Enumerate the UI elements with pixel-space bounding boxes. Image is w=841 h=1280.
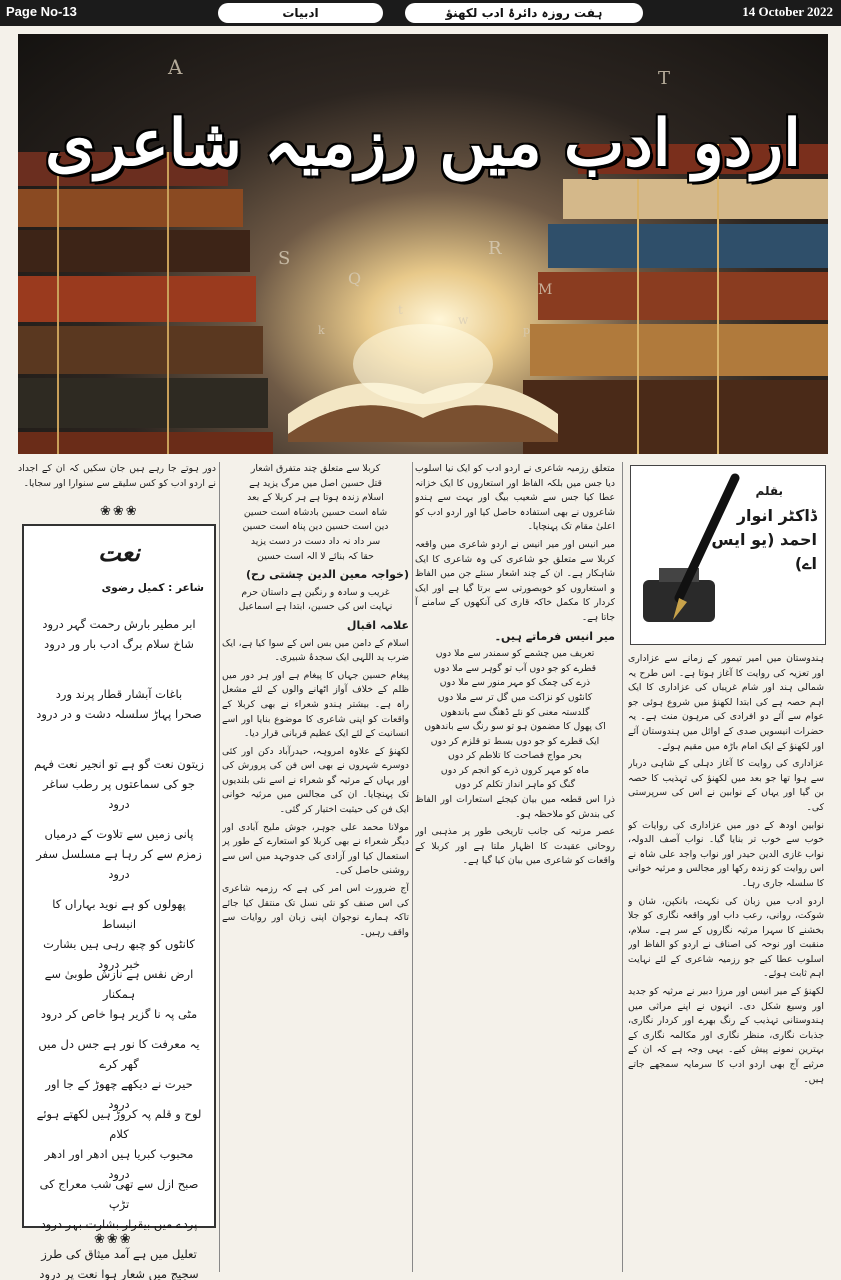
author-name: ڈاکٹر انوار احمد (یو ایس اے) (711, 506, 817, 573)
svg-text:S: S (278, 248, 291, 269)
verse-line: جو کی سماعتوں پر رطب ساغر درود (43, 777, 195, 811)
verse: گلدستہ معنی کو نئے ڈھنگ سے باندھوں (440, 706, 590, 718)
open-book (288, 324, 558, 442)
verse: اک پھول کا مضمون ہو تو سو رنگ سے باندھوں (424, 721, 606, 733)
verse: نہایت اس کی حسین، ابتدا ہے اسماعیل (238, 601, 393, 613)
verse: کربلا سے متعلق چند متفرق اشعار (250, 463, 381, 474)
paragraph: پیغام حسین جہاں کا پیغام ہے اور ہر دور میں ظلم کے خلاف آواز اٹھانے والوں کے لئے مشعل راہ ہے۔ بیشتر ہندو شعراء نے بھی کربلا کے واقعات کو اپنی شاعری کا موضوع بنایا اور اسے انسانیت کے لئے ایک عظیم قربانی قرار دیا۔ (222, 669, 409, 740)
newspaper-name: ہفت روزہ دائرۂ ادب لکھنؤ (405, 3, 643, 23)
paragraph: ذرا اس قطعہ میں بیان کیجئے استعارات اور الفاظ کی بندش کو ملاحظہ ہو۔ (415, 794, 615, 820)
verse-line: تعلیل میں ہے آمد میثاق کی طرز (41, 1247, 197, 1261)
svg-text:R: R (488, 238, 502, 259)
verse-line: ارض نفس ہے نازش طوبیٰ سے ہمکنار (44, 967, 194, 1001)
naat-poet: شاعر : کمیل رضوی (101, 582, 204, 594)
verse-line: زیتون نعت گو ہے تو انجیر نعت فہم (34, 757, 204, 771)
paragraph: مولانا محمد علی جوہر، جوش ملیح آبادی اور دیگر شعراء نے بھی کربلا کو استعارے کے طور پر استعمال کیا اور آزادی کی جدوجہد میں اس سے روشنی حاصل کی۔ (222, 821, 409, 877)
svg-text:t: t (398, 303, 403, 317)
verse-line: کانٹوں کو چبھ رہی ہیں بشارت خبر درود (43, 937, 195, 971)
couplet (34, 824, 204, 894)
issue-date: 14 October 2022 (742, 4, 833, 19)
subheading: میر انیس فرماتے ہیں۔ (494, 629, 615, 643)
books-illustration (18, 34, 828, 454)
verse-line: پردے میں بیقرار بشارت بہر درود (40, 1217, 198, 1231)
section-label: ادبیات (218, 3, 383, 23)
svg-text:p: p (523, 324, 531, 337)
verse: تعریف میں چشمے کو سمندر سے ملا دوں (435, 648, 595, 660)
couplet (34, 894, 204, 971)
verse-line: صحرا پہاڑ سلسلہ دشت و در درود (36, 707, 202, 721)
couplet (34, 1104, 204, 1181)
verse: کانٹوں کو نزاکت میں گل تر سے ملا دوں (437, 691, 593, 703)
verse: ایک قطرے کو جو دوں بسط تو قلزم کر دوں (430, 735, 600, 747)
verse: گنگ کو ماہر انداز تکلم کر دوں (454, 779, 576, 791)
couplet (34, 964, 204, 1034)
verse: حقا کہ بنائے لا الہ است حسین (257, 550, 374, 562)
verse-line: یہ معرفت کا نور ہے جس دل میں گھر کرے (38, 1037, 200, 1071)
svg-text:A: A (168, 55, 183, 79)
left-book-stack (18, 152, 273, 454)
column-3 (222, 462, 409, 1272)
verse: سر داد نہ داد دست در دست یزید (250, 535, 381, 547)
svg-text:Q: Q (348, 269, 362, 288)
verse: دین است حسین دین پناہ است حسین (242, 521, 389, 533)
paragraph: اردو ادب میں زبان کی نکہت، بانکپن، شان و شوکت، روانی، رعب داب اور واقعہ نگاری کو جلا بخشنے کا سہرا مرثیہ نگاروں کے سر ہے۔ سلام، منقبت اور نوحہ کی اصناف نے اردو کو الفاظ اور اسلوب عطا کیے جو رزمیہ شاعری کے لئے نہایت اہم ثابت ہوئے۔ (628, 895, 824, 980)
column-2 (415, 462, 615, 1272)
verse: ماہ کو مہر کروں ذرے کو انجم کر دوں (440, 764, 590, 776)
column-1 (628, 652, 824, 1272)
naat-couplets (34, 614, 204, 1280)
column-divider (412, 462, 413, 1272)
verse-line: لوح و قلم پہ کروڑ ہیں لکھتے ہوئے کلام (36, 1107, 202, 1141)
svg-text:k: k (318, 324, 325, 337)
paragraph: لکھنؤ کے علاوہ امروہہ، حیدرآباد دکن اور کئی دوسرے شہروں نے بھی اس فن کی پرورش کی اور یہاں کے مرثیہ گو شعراء نے اسے نئی بلندیوں تک پہنچایا۔ ان کی مجالس میں مرثیہ خوانی ایک فن کی حیثیت اختیار کر گئی۔ (222, 745, 409, 816)
verse: قتل حسین اصل میں مرگ یزید ہے (249, 477, 382, 489)
paragraph: ہندوستان میں امیر تیمور کے زمانے سے عزاداری اور تعزیہ کی روایت کا آغاز ہوتا ہے۔ اس طرح یہ شمالی ہند اور شام غریباں کی عزاداری کا ایک اہم حصہ ہے کی ابتدا لکھنؤ میں شروع ہوئی جو عوام سے آئے دو افرادی کی مرہون منت ہے۔ یہ حضرات انیسویں صدی کے اوائل میں ہندوستان آئے اور لکھنؤ کے ایک امام باڑہ میں مقیم ہوئے۔ (628, 653, 824, 752)
svg-text:w: w (458, 313, 469, 327)
couplet (34, 1244, 204, 1280)
paragraph: متعلق رزمیہ شاعری نے اردو ادب کو ایک نیا اسلوب دیا جس میں بلکہ الفاظ اور استعاروں کا ایک خزانہ عطا کیا جس سے شعیب بیگ اور بہت سے ہندو شاعروں نے بھی استفادہ حاصل کیا اور اردو ادب کو اعلیٰ مقام تک پہنچایا۔ (415, 463, 615, 533)
ornament: ❀❀❀ (94, 1232, 133, 1247)
verse-line: حیرت نے دیکھے چھوڑ کے جا اور درود (45, 1077, 193, 1111)
verse-line: سجیج میں شعار ہوا نعت پر درود (39, 1267, 199, 1280)
paragraph: اسلام کے دامن میں بس اس کے سوا کیا ہے، ایک ضرب ید اللہی ایک سجدۂ شبیری۔ (222, 637, 409, 664)
page-header (0, 0, 841, 26)
verse: قطرے کو جو دوں آب تو گوہر سے ملا دوں (433, 662, 597, 674)
naat-title: نعت (98, 538, 140, 567)
svg-text:M: M (538, 282, 553, 298)
page-number: Page No-13 (6, 4, 77, 19)
verse-line: پھولوں کو ہے نوید بہاراں کا انبساط (52, 897, 186, 931)
author-box (630, 465, 826, 645)
verse: بحر مواج فصاحت کا تلاطم کر دوں (447, 750, 583, 762)
verse-line: زمزم سے کر رہا ہے مسلسل سفر درود (36, 847, 202, 881)
paragraph: میر انیس اور میر انیس نے اردو شاعری میں واقعہ کربلا سے متعلق جو شاعری کی وہ شاعری کا ایک شاہکار ہے۔ ان کے چند اشعار سنئے جن میں الفاظ و استعاروں کو خوبصورتی سے برتا گیا ہے اور ایک کردار کا مکمل خاکہ قاری کی آنکھوں کے سامنے آ جاتا ہے۔ (415, 538, 615, 623)
paragraph: لکھنؤ کے میر انیس اور مرزا دبیر نے مرثیہ کو جدید اور وسیع شکل دی۔ انہوں نے اپنے مراثی میں ہندوستانی تہذیب کے رنگ بھرے اور کردار نگاری، جذبات نگاری، منظر نگاری اور مکالمہ نگاری کے بہترین نمونے پیش کیے۔ یہی وجہ ہے کہ ان کے مرثیے آج بھی اردو ادب کا سرمایہ سمجھے جاتے ہیں۔ (628, 986, 824, 1085)
couplet (34, 1034, 204, 1111)
column-divider (219, 462, 220, 1272)
verse: ذرے کی چمک کو مہر منور سے ملا دوں (439, 677, 591, 689)
paragraph: دور ہوتے جا رہے ہیں جان سکیں کہ ان کے اجداد نے اردو ادب کو کس سلیقے سے سنوارا اور سجایا۔ (18, 463, 216, 489)
paragraph: عصر مرتبہ کی جانب تاریخی طور پر مذہبی اور روحانی عقیدت کا اظہار ملتا ہے اور کربلا کے واقعات کو شاعری میں بیان کیا گیا ہے۔ (415, 826, 615, 867)
couplet (34, 754, 204, 824)
couplet (34, 684, 204, 754)
verse-line: ابر مطیر بارش رحمت گہر درود (42, 617, 196, 631)
verse-line: پانی زمیں سے تلاوت کے درمیاں (44, 827, 194, 841)
article-title: اردو ادب میں رزمیہ شاعری (45, 106, 801, 181)
paragraph: آج ضرورت اس امر کی ہے کہ رزمیہ شاعری کی اس صنف کو نئی نسل تک منتقل کیا جائے تاکہ ہمارے نوجوان اپنی زبان اور روایات سے واقف رہیں۔ (222, 883, 409, 938)
ornament: ❀❀❀ (100, 504, 139, 519)
paragraph: عزاداری کی روایت کا آغاز دہلی کے شاہی دربار سے ہوا تھا جو بعد میں لکھنؤ کی تہذیب کا حصہ بن گیا اور یہاں کے نوابین نے اس کی سرپرستی کی۔ (628, 758, 824, 813)
couplet (34, 614, 204, 684)
svg-text:T: T (658, 68, 671, 89)
verse-credit: (خواجہ معین الدین چشتی رح) (245, 568, 409, 582)
verse: اسلام زندہ ہوتا ہے ہر کربلا کے بعد (247, 492, 384, 504)
verse-line: صبح ازل سے تھی شب معراج کی تڑپ (39, 1177, 199, 1211)
paragraph: نوابین اودھ کے دور میں عزاداری کی روایات کو خوب سے خوب تر بنایا گیا۔ نواب آصف الدولہ، نواب غازی الدین حیدر اور نواب واجد علی شاہ نے اس روایت کو زندہ رکھا اور مجالس و مرثیہ خوانی کا سلسلہ جاری رہا۔ (628, 819, 824, 889)
verse-line: باغات آبشار قطار پرند ورد (55, 687, 183, 701)
verse-line: شاخ سلام برگ ادب بار ور درود (44, 637, 194, 651)
right-book-stack (523, 144, 828, 454)
column-divider (622, 462, 623, 1272)
verse-line: مٹی پہ نا گزیر ہوا خاص کر درود (40, 1007, 198, 1021)
banner-image (18, 34, 828, 454)
verse: غریب و سادہ و رنگین ہے داستان حرم (241, 586, 390, 598)
naat-box (22, 524, 216, 1280)
verse-credit: علامہ اقبال (346, 618, 409, 632)
byline-label: بقلم (755, 484, 783, 498)
verse: شاہ است حسین بادشاہ است حسین (243, 506, 388, 518)
column-4 (18, 462, 216, 510)
verse-line: محبوب کبریا ہیں ادھر اور ادھر درود (44, 1147, 194, 1181)
